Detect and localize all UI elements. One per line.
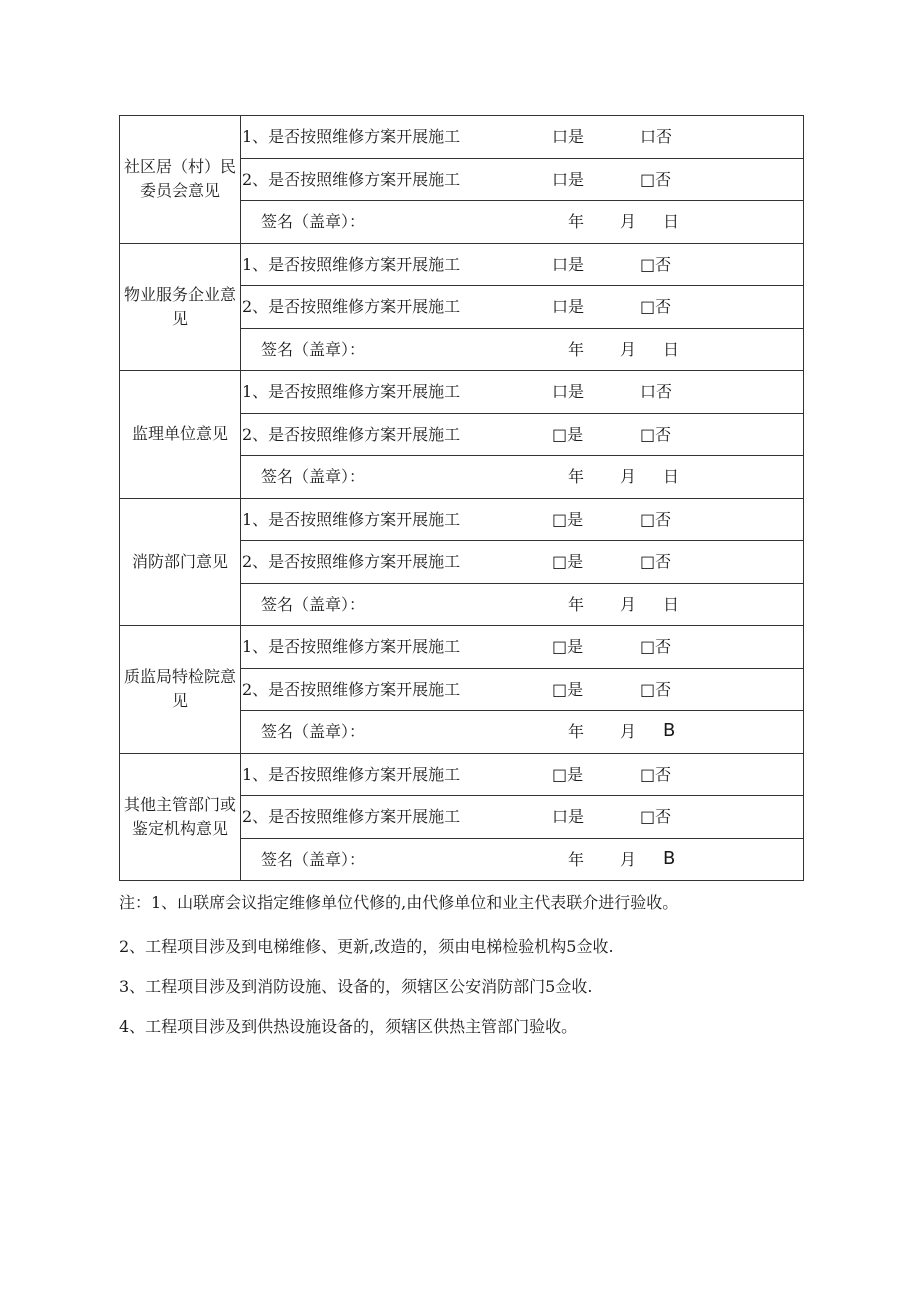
yes-checkbox: 口是 <box>552 297 585 316</box>
signature-label: 签名（盖章）： <box>261 849 366 869</box>
signature-cell <box>241 583 804 626</box>
yes-checkbox: 口是 <box>552 169 585 189</box>
section-label: 社区居（村）民委员会意见 <box>123 157 236 201</box>
no-checkbox: □否 <box>640 509 672 529</box>
section-label-cell <box>120 498 241 626</box>
yes-checkbox: 口是 <box>552 807 585 826</box>
question-cell <box>241 286 804 329</box>
question-cell <box>241 796 804 839</box>
no-checkbox: 口否 <box>640 127 673 146</box>
question-text: 2、是否按照维修方案开展施工 <box>242 679 461 699</box>
question-text: 2、是否按照维修方案开展施工 <box>242 169 461 189</box>
day-label: 日 <box>663 339 680 359</box>
yes-checkbox: □是 <box>552 424 584 444</box>
notes-section <box>119 893 819 1057</box>
month-label: 月 <box>620 594 637 614</box>
signature-label: 签名（盖章）： <box>261 212 366 231</box>
question-text: 1、是否按照维修方案开展施工 <box>242 637 461 656</box>
signature-cell <box>241 456 804 499</box>
note-2: 2、工程项目涉及到电梯维修、更新,改造的，须由电梯检验机构5佥收. <box>119 937 614 956</box>
question-text: 2、是否按照维修方案开展施工 <box>242 552 461 571</box>
section-label: 监理单位意见 <box>131 424 228 444</box>
question-cell <box>241 158 804 201</box>
question-cell <box>241 541 804 584</box>
yes-checkbox: □是 <box>552 679 584 699</box>
question-text: 1、是否按照维修方案开展施工 <box>242 254 461 274</box>
signature-cell <box>241 838 804 881</box>
signature-cell <box>241 328 804 371</box>
year-label: 年 <box>568 849 585 869</box>
signature-label: 签名（盖章）： <box>261 594 366 614</box>
question-text: 1、是否按照维修方案开展施工 <box>242 382 461 401</box>
question-text: 2、是否按照维修方案开展施工 <box>242 297 461 316</box>
yes-checkbox: 口是 <box>552 254 585 274</box>
yes-checkbox: □是 <box>552 552 584 571</box>
question-row <box>120 371 804 414</box>
month-label: 月 <box>620 849 637 869</box>
month-label: 月 <box>620 212 637 231</box>
question-row <box>120 243 804 286</box>
yes-checkbox: □是 <box>552 764 584 784</box>
question-text: 1、是否按照维修方案开展施工 <box>242 764 461 784</box>
month-label: 月 <box>620 467 637 486</box>
question-row <box>120 116 804 159</box>
section-label: 质监局特检院意见 <box>123 667 236 711</box>
day-label: B <box>663 720 676 741</box>
day-label: B <box>663 847 676 869</box>
question-row <box>120 626 804 669</box>
signature-cell <box>241 201 804 244</box>
month-label: 月 <box>620 722 637 741</box>
section-label-cell <box>120 371 241 499</box>
section-label: 消防部门意见 <box>131 551 228 571</box>
year-label: 年 <box>568 722 585 741</box>
question-cell <box>241 753 804 796</box>
question-row <box>120 498 804 541</box>
no-checkbox: □否 <box>640 807 672 826</box>
yes-checkbox: 口是 <box>552 127 585 146</box>
signature-cell <box>241 711 804 754</box>
section-label: 其他主管部门或鉴定机构意见 <box>123 794 236 838</box>
yes-checkbox: 口是 <box>552 382 585 401</box>
yes-checkbox: □是 <box>552 637 584 656</box>
question-cell <box>241 626 804 669</box>
question-text: 1、是否按照维修方案开展施工 <box>242 127 461 146</box>
no-checkbox: □否 <box>640 297 672 316</box>
question-text: 2、是否按照维修方案开展施工 <box>242 807 461 826</box>
question-cell <box>241 498 804 541</box>
signature-label: 签名（盖章）： <box>261 722 366 741</box>
signature-label: 签名（盖章）： <box>261 339 366 359</box>
year-label: 年 <box>568 339 585 359</box>
note-3: 3、工程项目涉及到消防设施、设备的，须辖区公安消防部门5佥收. <box>119 977 593 996</box>
question-cell <box>241 116 804 159</box>
question-cell <box>241 243 804 286</box>
question-cell <box>241 371 804 414</box>
day-label: 日 <box>663 594 680 614</box>
question-cell <box>241 413 804 456</box>
no-checkbox: □否 <box>640 254 672 274</box>
year-label: 年 <box>568 594 585 614</box>
question-row <box>120 753 804 796</box>
section-label-cell <box>120 116 241 244</box>
question-text: 2、是否按照维修方案开展施工 <box>242 424 461 444</box>
question-cell <box>241 668 804 711</box>
note-1: 注：1、山联席会议指定维修单位代修的,由代修单位和业主代表联介进行验收。 <box>119 893 679 912</box>
no-checkbox: □否 <box>640 764 672 784</box>
question-text: 1、是否按照维修方案开展施工 <box>242 509 461 529</box>
month-label: 月 <box>620 339 637 359</box>
approval-form-table <box>119 115 804 881</box>
no-checkbox: 口否 <box>640 382 673 401</box>
no-checkbox: □否 <box>640 679 672 699</box>
section-label: 物业服务企业意见 <box>123 284 236 328</box>
no-checkbox: □否 <box>640 424 672 444</box>
note-4: 4、工程项目涉及到供热设施设备的，须辖区供热主管部门验收。 <box>119 1017 578 1036</box>
signature-label: 签名（盖章）： <box>261 467 366 486</box>
no-checkbox: □否 <box>640 552 672 571</box>
year-label: 年 <box>568 467 585 486</box>
day-label: 日 <box>663 212 680 231</box>
section-label-cell <box>120 753 241 881</box>
day-label: 日 <box>663 467 680 486</box>
no-checkbox: □否 <box>640 169 672 189</box>
section-label-cell <box>120 243 241 371</box>
section-label-cell <box>120 626 241 754</box>
year-label: 年 <box>568 212 585 231</box>
form-body <box>120 116 804 881</box>
yes-checkbox: □是 <box>552 509 584 529</box>
no-checkbox: □否 <box>640 637 672 656</box>
